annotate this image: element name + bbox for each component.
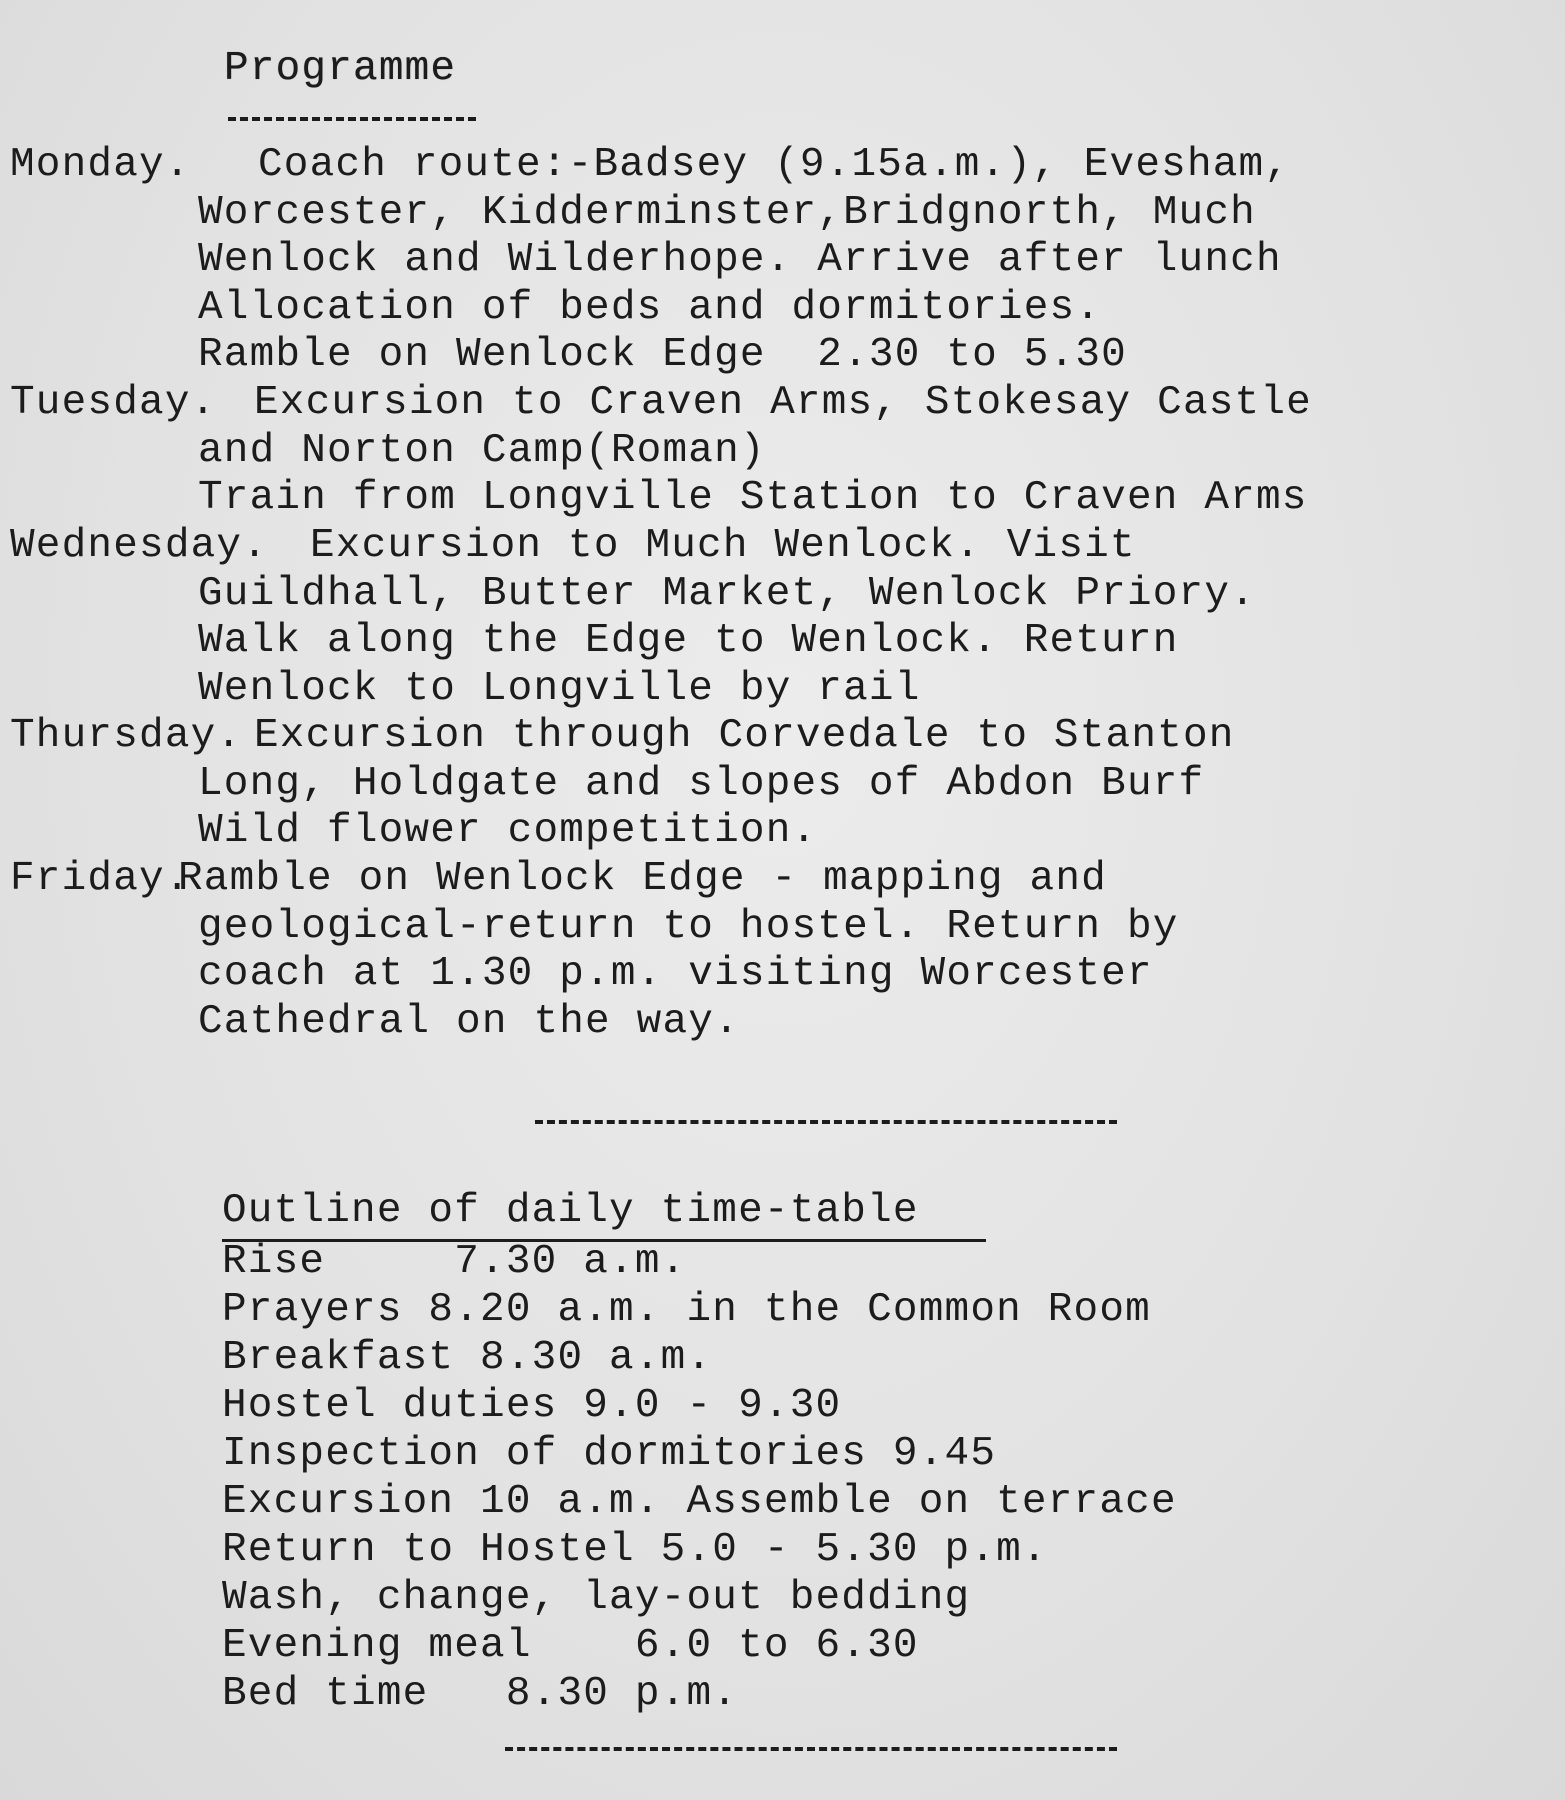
day-line: Walk along the Edge to Wenlock. Return	[198, 618, 1179, 664]
day-label: Tuesday.	[10, 380, 217, 426]
day-description	[198, 142, 1290, 380]
day-label: Wednesday.	[10, 523, 269, 569]
day-line: Excursion through Corvedale to Stanton	[254, 713, 1235, 759]
day-label: Thursday.	[10, 713, 243, 759]
day-line: Worcester, Kidderminster,Bridgnorth, Much	[198, 189, 1256, 236]
day-line: Train from Longville Station to Craven Arms	[198, 475, 1308, 521]
day-label: Monday.	[10, 142, 191, 188]
day-line: Excursion to Craven Arms, Stokesay Castle	[254, 380, 1312, 426]
timetable-item: Excursion 10 a.m. Assemble on terrace	[222, 1479, 1177, 1525]
day-line: Ramble on Wenlock Edge 2.30 to 5.30	[198, 332, 1127, 378]
day-line: Coach route:-Badsey (9.15a.m.), Evesham,	[258, 142, 1291, 188]
section-dash-separator	[535, 1120, 1117, 1124]
day-line: Wenlock and Wilderhope. Arrive after lunch	[198, 237, 1282, 283]
day-line: Allocation of beds and dormitories.	[198, 284, 1102, 331]
timetable-item: Return to Hostel 5.0 - 5.30 p.m.	[222, 1527, 1048, 1573]
day-line: Excursion to Much Wenlock. Visit	[310, 523, 1136, 569]
day-line: Wenlock to Longville by rail	[198, 665, 921, 712]
timetable-item: Inspection of dormitories 9.45	[222, 1431, 997, 1477]
day-label: Friday.	[10, 856, 191, 902]
timetable-item: Breakfast 8.30 a.m.	[222, 1335, 713, 1381]
timetable-item: Evening meal 6.0 to 6.30	[222, 1623, 919, 1669]
timetable-item: Hostel duties 9.0 - 9.30	[222, 1383, 842, 1429]
day-line: Wild flower competition.	[198, 808, 818, 854]
timetable-item: Bed time 8.30 p.m.	[222, 1671, 739, 1717]
day-description	[198, 380, 1312, 523]
day-line: Cathedral on the way.	[198, 998, 740, 1045]
timetable-item: Wash, change, lay-out bedding	[222, 1575, 971, 1621]
timetable-item: Prayers 8.20 a.m. in the Common Room	[222, 1287, 1151, 1333]
day-line: Long, Holdgate and slopes of Abdon Burf	[198, 760, 1205, 807]
day-line: geological-return to hostel. Return by	[198, 903, 1179, 950]
day-description	[198, 713, 1235, 856]
timetable-list	[222, 1238, 1177, 1718]
timetable-item: Rise 7.30 a.m.	[222, 1239, 687, 1285]
day-description	[198, 523, 1256, 713]
timetable-heading: Outline of daily time-table	[222, 1188, 919, 1234]
day-line: Ramble on Wenlock Edge - mapping and	[178, 856, 1107, 902]
footer-dash-separator	[505, 1747, 1117, 1751]
programme-title: Programme	[224, 46, 457, 92]
day-line: Guildhall, Butter Market, Wenlock Priory.	[198, 570, 1256, 617]
title-dash-rule	[228, 117, 476, 121]
day-line: coach at 1.30 p.m. visiting Worcester	[198, 951, 1153, 997]
day-description	[178, 856, 1179, 1046]
day-line: and Norton Camp(Roman)	[198, 427, 766, 474]
